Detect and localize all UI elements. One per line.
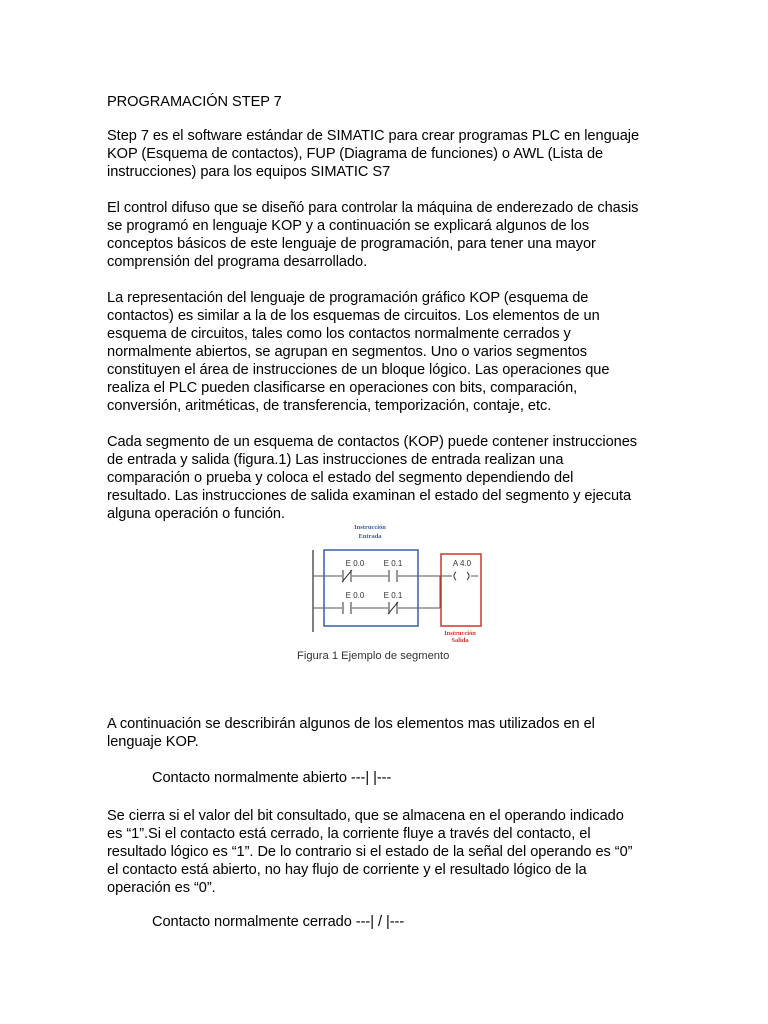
paragraph-segment-instructions: Cada segmento de un esquema de contactos (KOP) puede contener instrucciones de entrada y salida (figura.1) Las instrucciones de entrada realizan una comparación o prueba y coloca el estado del segmento dependiendo del resultado. Las instrucciones de salida examinan el estado del segmento y ejecuta alguna operación o función. [107, 434, 638, 522]
row2-contact1-label: E 0.0 [345, 591, 365, 600]
input-instruction-box [324, 550, 418, 626]
heading-normally-closed-contact: Contacto normalmente cerrado ---| / |--- [152, 914, 405, 930]
row1-contact1-label: E 0.0 [345, 559, 365, 568]
row1-contact2-label: E 0.1 [383, 559, 403, 568]
ladder-diagram [266, 520, 512, 642]
figure-caption: Figura 1 Ejemplo de segmento [297, 650, 450, 662]
input-label-line1: Instrucción [354, 524, 386, 531]
document-title: PROGRAMACIÓN STEP 7 [107, 94, 282, 110]
input-label-line2: Entrada [358, 533, 382, 540]
row1-contact1-nc [342, 570, 352, 582]
paragraph-control-difuso: El control difuso que se diseñó para controlar la máquina de enderezado de chasis se programó en lenguaje KOP y a continuación se explicará algunos de los conceptos básicos de este lenguaje de programación, para tener una mayor comprensión del programa desarrollado. [107, 200, 639, 270]
paragraph-step7-intro: Step 7 es el software estándar de SIMATIC para crear programas PLC en lenguaje KOP (Esquema de contactos), FUP (Diagrama de funciones) o AWL (Lista de instrucciones) para los equipos SIMATIC S7 [107, 128, 640, 180]
output-label-line2: Salida [451, 637, 469, 642]
row2-contact2-nc [388, 602, 398, 614]
paragraph-kop-elements-intro: A continuación se describirán algunos de los elementos mas utilizados en el lenguaje KOP. [107, 716, 595, 750]
heading-normally-open-contact: Contacto normalmente abierto ---| |--- [152, 770, 392, 786]
coil-label: A 4.0 [452, 559, 472, 568]
paragraph-normally-open-description: Se cierra si el valor del bit consultado, que se almacena en el operando indicado es “1”.Si el contacto está cerrado, la corriente fluye a través del contacto, el resultado lógico es “1”. De lo contrario si el estado de la señal del operando es “0” el contacto está abierto, no hay flujo de corriente y el resultado lógico de la operación es “0”. [107, 808, 633, 896]
paragraph-kop-representation: La representación del lenguaje de programación gráfico KOP (esquema de contactos) es similar a la de los esquemas de circuitos. Los elementos de un esquema de circuitos, tales como los contactos normalmente cerrados y normalmente abiertos, se agrupan en segmentos. Uno o varios segmentos constituyen el área de instrucciones de un bloque lógico. Las operaciones que realiza el PLC pueden clasificarse en operaciones con bits, comparación, conversión, aritméticas, de transferencia, temporización, contaje, etc. [107, 290, 610, 414]
figure-segment-example [266, 520, 512, 642]
row2-contact1-no [343, 602, 351, 614]
coil-symbol [454, 572, 469, 580]
output-label-line1: Instrucción [444, 630, 476, 637]
row1-contact2-no [389, 570, 397, 582]
row2-contact2-label: E 0.1 [383, 591, 403, 600]
